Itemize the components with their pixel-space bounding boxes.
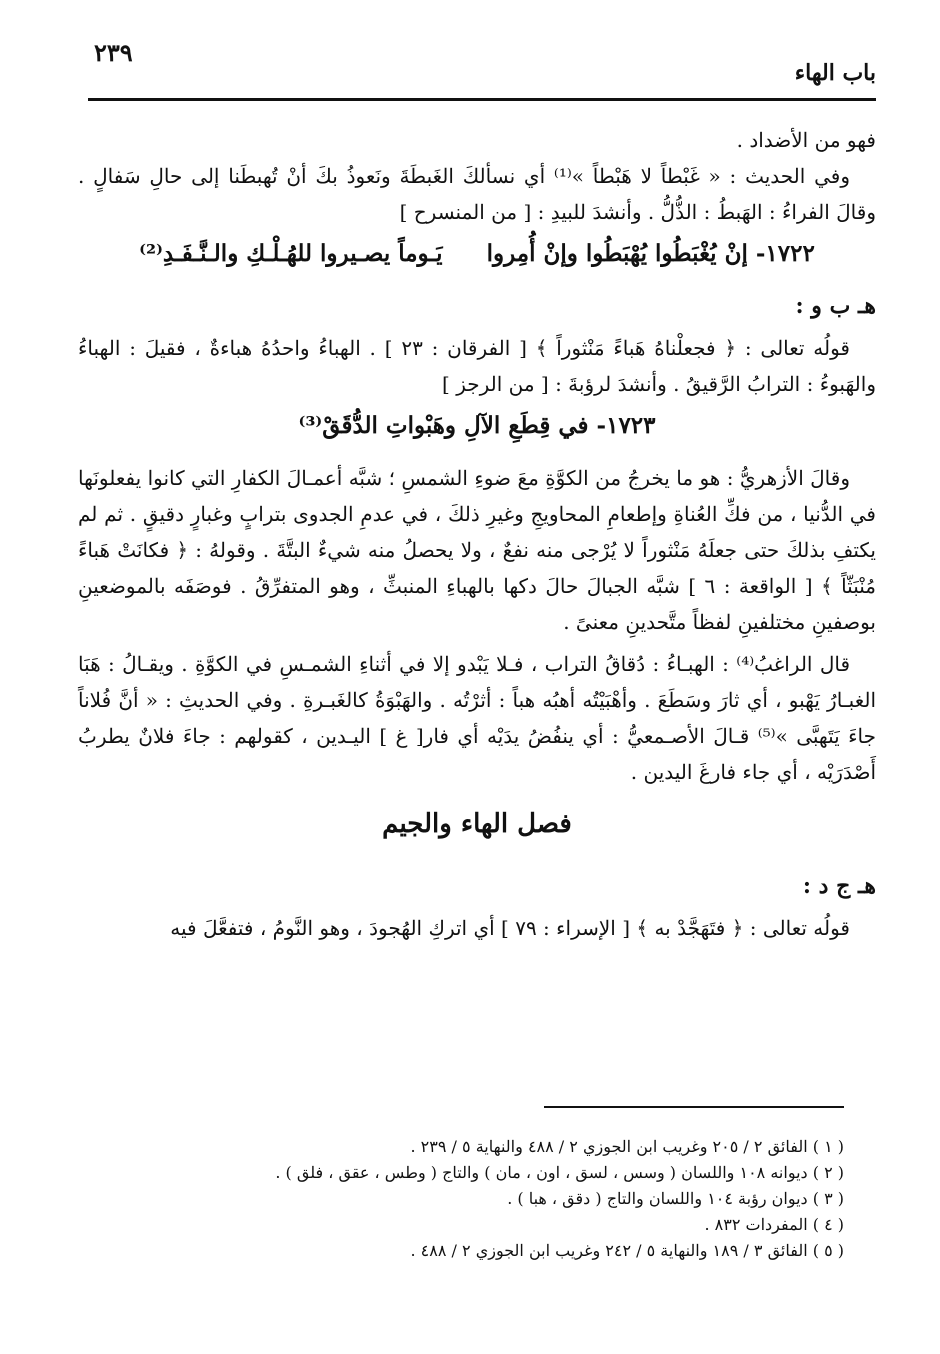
footnote-3: ( ٣ ) ديوان رؤبة ١٠٤ واللسان والتاج ( دقق ، هبا ) . — [507, 1189, 844, 1208]
header-rule — [88, 98, 876, 101]
page-header — [88, 38, 876, 102]
root-heading-hjd: هـ ج د : — [802, 873, 876, 899]
running-head: باب الهاء — [794, 60, 876, 86]
verse-1723: ١٧٢٣- في قِطَعِ الآلِ وهَبْواتِ الدُّقَقْ⁽³⁾ — [298, 412, 656, 439]
footnote-rule — [544, 1106, 844, 1108]
root-heading-hbw: هـ ب و : — [795, 293, 876, 319]
footnote-2: ( ٢ ) ديوانه ١٠٨ واللسان ( وسس ، لسق ، اون ، مان ) والتاج ( وطس ، عقق ، فلق ) . — [275, 1163, 844, 1182]
footnotes — [100, 1134, 844, 1264]
paragraph-1: فهو من الأضداد . — [736, 128, 876, 152]
paragraph-4: وقالَ الأزهريُّ : هو ما يخرجُ من الكوَّةِ معَ ضوءِ الشمسِ ؛ شبَّه أعمـالَ الكفارِ التي كانوا يفعلونَها في الدُّنيا ، من فكِّ العُناةِ وإطعامِ المحاويجِ وغيرِ ذلكَ ، في عدمِ الجدوى بترابٍ وغبارٍ دقيقٍ . ثم لم يكتفِ بذلكَ حتى جعلَهُ مَنْثوراً لا يُرْجى منه نفعٌ ، ولا يحصلُ منه شيءٌ البتَّةَ . وقولهُ : ﴿ فكانَتْ هَباءً مُنْبَثّاً ﴾ [ الواقعة : ٦ ] شبَّه الجبالَ حالَ دكها بالهباءِ المنبثِّ ، وهو المتفرِّقُ . فوصَفَه بالموضعينِ بوصفينِ مختلفينِ لفظاً متَّحدينِ معنىً . — [78, 466, 876, 634]
paragraph-3: قولُه تعالى : ﴿ فجعلْناهُ هَباءً مَنْثوراً ﴾ [ الفرقان : ٢٣ ] . الهباءُ واحدُهُ هباءةٌ ، فقيلَ : الهباءُ والهَبوءُ : الترابُ الرَّقيقُ . وأنشدَ لرؤبةَ : [ من الرجز ] — [78, 336, 876, 396]
page-number: ٢٣٩ — [94, 38, 133, 67]
paragraph-2: وفي الحديث : « غَبْطاً لا هَبْطاً »⁽¹⁾ أي نسألكَ الغَبطَةَ ونَعوذُ بكَ أنْ تُهبطَنا إلى حالِ سَفالٍ . وقالَ الفراءُ : الهَبطُ : الذُّلُّ . وأنشدَ للبيدِ : [ من المنسرح ] — [78, 164, 876, 224]
section-title: فصل الهاء والجيم — [382, 809, 572, 839]
paragraph-5: قال الراغبُ⁽⁴⁾ : الهبـاءُ : دُقاقُ التراب ، فـلا يَبْدو إلا في أثناءِ الشمـسِ في الكوَّةِ . ويقـالُ : هَبَا الغبـارُ يَهْبو ، أي ثارَ وسَطَعَ . وأهْبَيْتُه أهبُه هباً : أثرْتُه . والهَبْوَةُ كالغَبـرةِ . وفي الحديثِ : « أنَّ فُلاناً جاءَ يَتَهبَّى »⁽⁵⁾ قـالَ الأصـمعيُّ : أي ينفُضُ يدَيْه أي فار[ غ ] اليـدين ، كقولهم : جاءَ فلانٌ يطربُ أَصْدَرَيْه ، أي جاء فارغَ اليدين . — [78, 652, 877, 784]
main-text — [78, 122, 876, 946]
footnote-4: ( ٤ ) المفردات ٨٣٢ . — [704, 1215, 844, 1234]
verse-1722 — [78, 234, 876, 274]
verse-1722-first-hemistich: ١٧٢٢- إنْ يُغْبَطُوا يُهْبَطُوا وإنْ أُمِروا — [486, 240, 815, 267]
footnote-5: ( ٥ ) الفائق ٣ / ١٨٩ والنهاية ٥ / ٢٤٢ وغريب ابن الجوزي ٢ / ٤٨٨ . — [410, 1241, 844, 1260]
footnote-1: ( ١ ) الفائق ٢ / ٢٠٥ وغريب ابن الجوزي ٢ / ٤٨٨ والنهاية ٥ / ٢٣٩ . — [410, 1137, 844, 1156]
paragraph-6: قولُه تعالى : ﴿ فتَهَجَّدْ به ﴾ [ الإسراء : ٧٩ ] أي اتركِ الهُجودَ ، وهو النَّومُ ، فتفعَّلَ فيه — [170, 916, 850, 940]
verse-1722-second-hemistich: يَـوماً يصـيروا للهُـلْـكِ والـنَّـفَـدِ⁽²⁾ — [139, 240, 443, 267]
